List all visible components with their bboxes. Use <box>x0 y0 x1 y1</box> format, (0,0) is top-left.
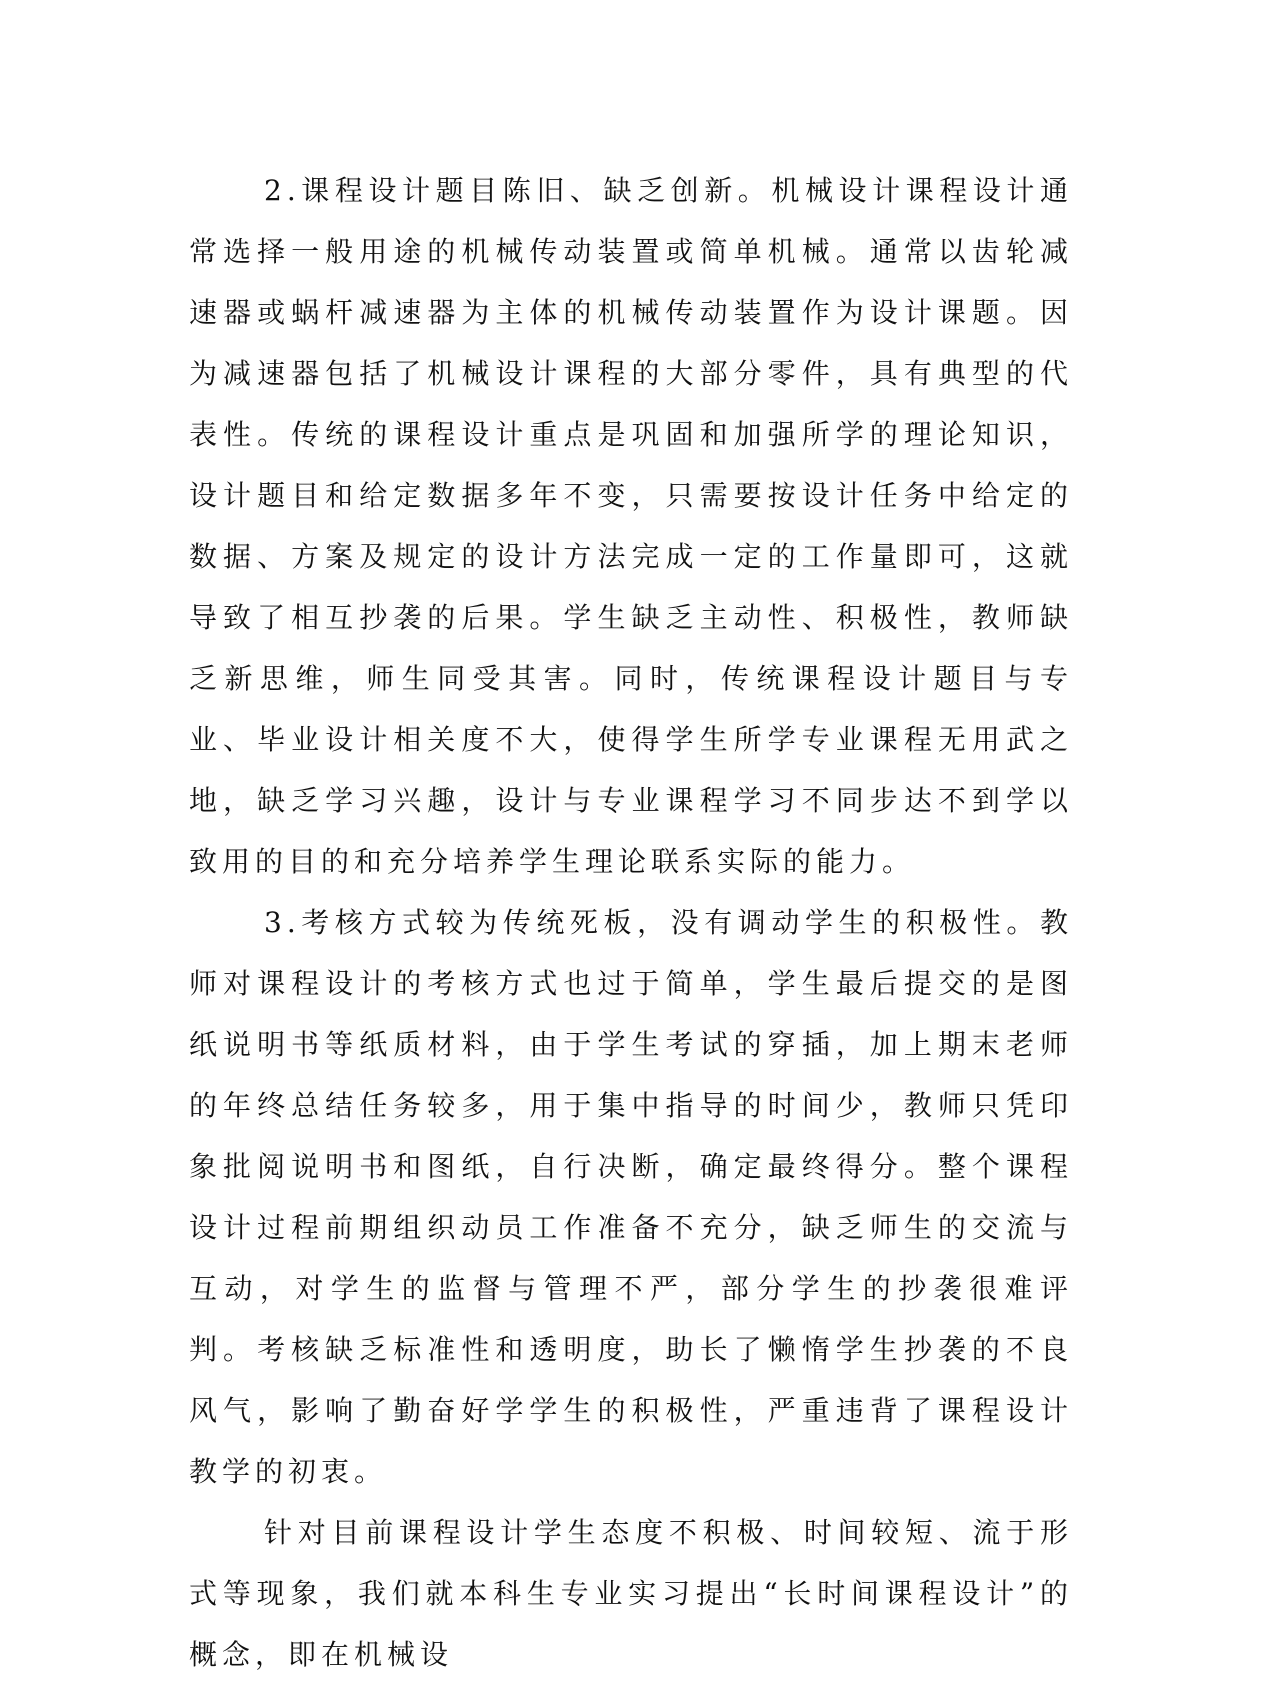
paragraph-long-course-design: 针对目前课程设计学生态度不积极、时间较短、流于形式等现象，我们就本科生专业实习提出“长时间课程设计”的概念，即在机械设 <box>189 1516 1073 1671</box>
paragraph-course-topic-problem: 2.课程设计题目陈旧、缺乏创新。机械设计课程设计通常选择一般用途的机械传动装置或简单机械。通常以齿轮减速器或蜗杆减速器为主体的机械传动装置作为设计课题。因为减速器包括了机械设计课程的大部分零件，具有典型的代表性。传统的课程设计重点是巩固和加强所学的理论知识，设计题目和给定数据多年不变，只需要按设计任务中给定的数据、方案及规定的设计方法完成一定的工作量即可，这就导致了相互抄袭的后果。学生缺乏主动性、积极性，教师缺乏新思维，师生同受其害。同时，传统课程设计题目与专业、毕业设计相关度不大，使得学生所学专业课程无用武之地，缺乏学习兴趣，设计与专业课程学习不同步达不到学以致用的目的和充分培养学生理论联系实际的能力。 <box>189 174 1073 878</box>
body-text <box>189 160 1073 1685</box>
paragraph-assessment-problem: 3.考核方式较为传统死板，没有调动学生的积极性。教师对课程设计的考核方式也过于简单，学生最后提交的是图纸说明书等纸质材料，由于学生考试的穿插，加上期末老师的年终总结任务较多，用于集中指导的时间少，教师只凭印象批阅说明书和图纸，自行决断，确定最终得分。整个课程设计过程前期组织动员工作准备不充分，缺乏师生的交流与互动，对学生的监督与管理不严，部分学生的抄袭很难评判。考核缺乏标准性和透明度，助长了懒惰学生抄袭的不良风气，影响了勤奋好学学生的积极性，严重违背了课程设计教学的初衷。 <box>189 906 1073 1488</box>
